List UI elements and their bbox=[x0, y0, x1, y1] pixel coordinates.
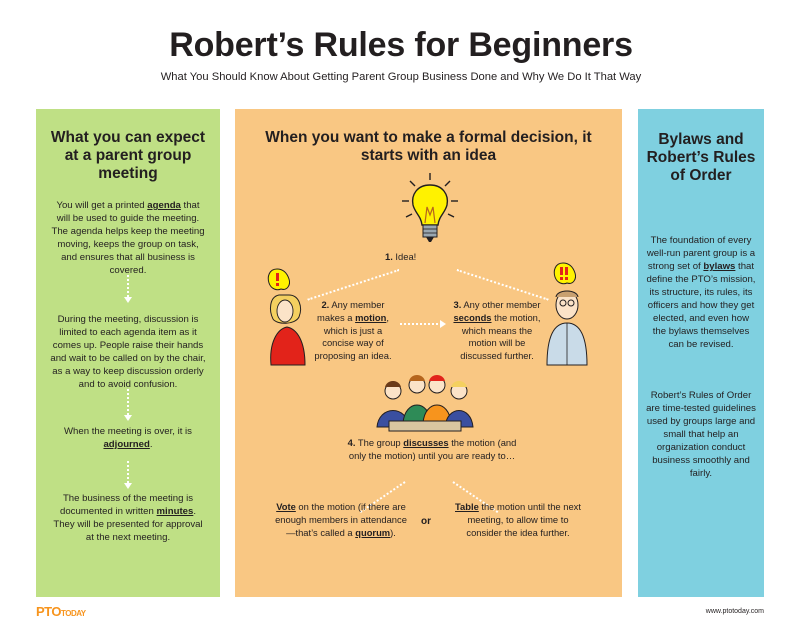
vote-term: Vote bbox=[276, 501, 296, 512]
flow-arrow bbox=[127, 389, 129, 415]
agenda-paragraph: You will get a printed agenda that will be used to guide the meeting. The agenda helps keep the meeting moving, keeps the group on task, and ensures that all business is covered. bbox=[51, 200, 205, 277]
table-option-text: Table the motion until the next meeting, to allow time to consider the idea further. bbox=[455, 501, 581, 538]
formal-decision-panel bbox=[235, 109, 622, 597]
man-idea-icon bbox=[541, 261, 593, 367]
flow-arrow bbox=[307, 269, 399, 301]
step-discuss-text: 4. The group discusses the motion (and only the motion) until you are ready to… bbox=[347, 437, 517, 461]
flow-arrow bbox=[127, 461, 129, 483]
agenda-term: agenda bbox=[147, 200, 181, 211]
motion-term: motion bbox=[355, 311, 387, 323]
adjourned-paragraph: When the meeting is over, it is adjourned. bbox=[64, 426, 192, 451]
page-title: Robert’s Rules for Beginners bbox=[169, 26, 633, 64]
flow-arrow bbox=[400, 323, 442, 325]
meeting-expectations-heading: What you can expect at a parent group meeting bbox=[50, 129, 206, 182]
lightbulb-icon bbox=[400, 171, 460, 251]
flow-arrowhead bbox=[124, 483, 132, 489]
page-subtitle: What You Should Know About Getting Parent Group Business Done and Why We Do It That Way bbox=[160, 71, 642, 83]
footer-url: www.ptotoday.com bbox=[705, 608, 764, 615]
formal-decision-heading: When you want to make a formal decision, it starts with an idea bbox=[265, 129, 592, 164]
flow-arrow bbox=[457, 269, 549, 301]
step-motion-text: 2. Any member makes a motion, which is just a concise way of proposing an idea. bbox=[314, 299, 392, 362]
bylaws-panel bbox=[638, 109, 764, 597]
vote-option-text: Vote on the motion (if there are enough members in attendance—that’s called a quorum). bbox=[275, 501, 407, 538]
quorum-term: quorum bbox=[355, 526, 391, 538]
or-separator: or bbox=[421, 516, 431, 527]
woman-idea-icon bbox=[265, 267, 313, 367]
flow-arrowhead bbox=[440, 320, 446, 328]
roberts-rules-paragraph: Robert’s Rules of Order are time-tested guidelines used by groups large and small that help an organization conduct business smoothly and fairly. bbox=[646, 390, 756, 480]
flow-arrow bbox=[127, 275, 129, 297]
flow-arrowhead bbox=[124, 415, 132, 421]
step-second-text: 3. Any other member seconds the motion, which means the motion will be discussed further. bbox=[453, 299, 541, 362]
table-term: Table bbox=[455, 501, 479, 512]
minutes-term: minutes bbox=[156, 506, 194, 518]
flow-arrowhead bbox=[124, 297, 132, 303]
step-idea-text: 1. Idea! bbox=[385, 251, 417, 262]
pto-today-logo: PTOTODAY bbox=[36, 604, 86, 619]
adjourned-term: adjourned bbox=[103, 439, 150, 451]
minutes-paragraph: The business of the meeting is documented in written minutes. They will be presented for approval at the next meeting. bbox=[53, 493, 203, 544]
group-discussion-icon bbox=[375, 367, 475, 437]
discussion-paragraph: During the meeting, discussion is limited to each agenda item as it comes up. People raise their hands and wait to be called on by the chair, as a way to keep discussion orderly and to avoid confusion. bbox=[50, 314, 206, 391]
seconds-term: seconds bbox=[453, 311, 492, 323]
meeting-expectations-panel bbox=[36, 109, 220, 597]
bylaws-paragraph: The foundation of every well-run parent group is a strong set of bylaws that define the PTO’s mission, its structure, its rules, its officers and how they get elected, and even how the bylaws themselves can be revised. bbox=[646, 235, 756, 351]
bylaws-heading: Bylaws and Robert’s Rules of Order bbox=[646, 131, 756, 184]
discusses-term: discusses bbox=[403, 437, 449, 448]
bylaws-term: bylaws bbox=[703, 261, 736, 273]
